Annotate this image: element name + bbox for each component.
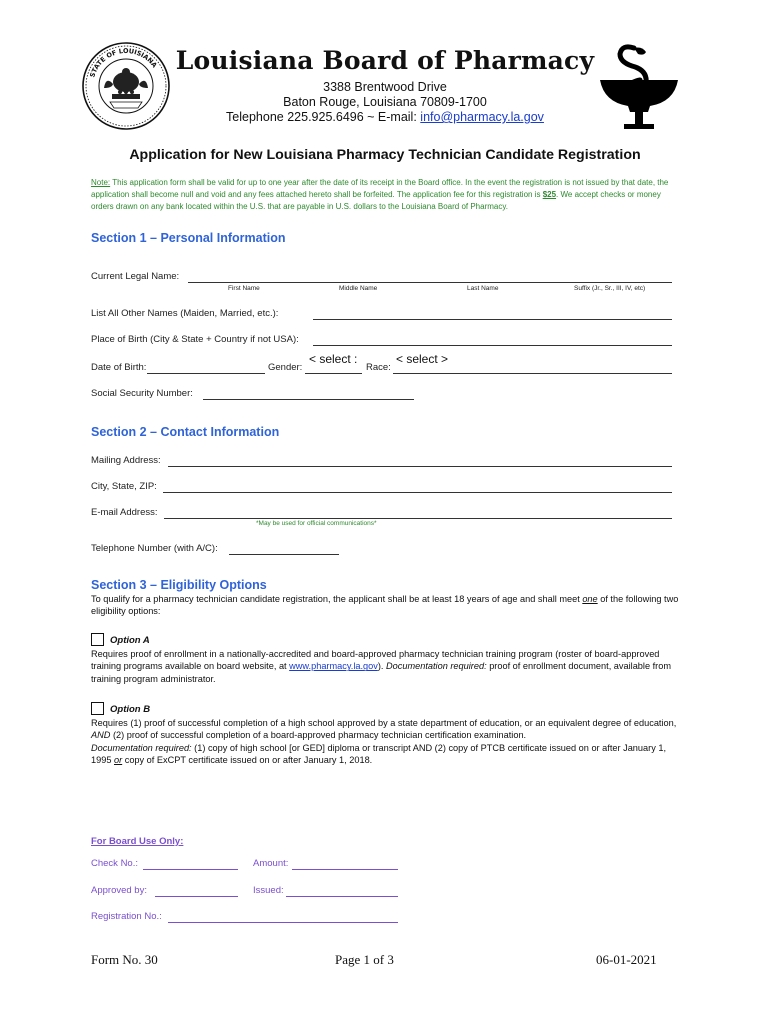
issued-wrap xyxy=(286,885,398,897)
intro-text-a: To qualify for a pharmacy technician candidate registration, the applicant shall be at least 18 years of age and shall meet xyxy=(91,594,583,604)
option-a-doc-label: Documentation required: xyxy=(386,661,487,672)
section1-heading: Section 1 – Personal Information xyxy=(91,231,286,245)
mailing-address-field[interactable] xyxy=(168,455,672,467)
svg-text:STATE OF LOUISIANA: STATE OF LOUISIANA xyxy=(88,46,159,79)
section2-heading: Section 2 – Contact Information xyxy=(91,425,280,439)
eligibility-intro xyxy=(91,593,681,618)
race-label: Race: xyxy=(366,362,391,373)
other-names-field[interactable] xyxy=(313,308,672,320)
option-b-checkbox[interactable] xyxy=(91,702,104,715)
birth-place-label: Place of Birth (City & State + Country if not USA): xyxy=(91,334,299,345)
bowl-of-hygieia-logo xyxy=(594,40,684,130)
legal-name-field[interactable] xyxy=(188,271,672,283)
ssn-label: Social Security Number: xyxy=(91,388,193,399)
middle-name-caption: Middle Name xyxy=(339,285,378,292)
other-names-label: List All Other Names (Maiden, Married, etc.): xyxy=(91,308,279,319)
city-state-zip-field[interactable] xyxy=(163,481,672,493)
form-number: Form No. 30 xyxy=(91,952,158,967)
option-a-checkbox[interactable] xyxy=(91,633,104,646)
contact-line xyxy=(170,110,600,124)
dob-label: Date of Birth: xyxy=(91,362,147,373)
address-street: 3388 Brentwood Drive xyxy=(323,80,447,94)
registration-no-wrap xyxy=(168,911,398,923)
option-b-or: or xyxy=(114,755,123,766)
option-a-label: Option A xyxy=(110,635,150,646)
option-a-text-3: proof of enrollment document, available from training program administrator. xyxy=(91,661,671,684)
page-number: Page 1 of 3 xyxy=(335,952,394,967)
intro-text-b: of the following two eligibility options: xyxy=(91,594,679,617)
dob-field[interactable] xyxy=(147,362,265,374)
approved-by-field[interactable] xyxy=(155,885,238,897)
amount-label: Amount: xyxy=(253,858,289,869)
suffix-caption: Suffix (Jr., Sr., III, IV, etc) xyxy=(574,285,646,292)
option-b-text-2: (2) proof of successful completion of a board-approved pharmacy technician certification examination. xyxy=(110,730,527,741)
issued-field[interactable] xyxy=(286,885,398,897)
option-b-text-3: (1) copy of high school [or GED] diploma or transcript AND (2) copy of PTCB certificate issued on or after January 1, 1995 xyxy=(91,742,667,766)
check-no-field[interactable] xyxy=(143,858,238,870)
email-usage-note: *May be used for official communications* xyxy=(256,520,377,527)
issued-label: Issued: xyxy=(253,885,284,896)
option-b-doc-label: Documentation required: xyxy=(91,742,192,753)
amount-field[interactable] xyxy=(292,858,398,870)
gender-select[interactable]: < select : xyxy=(309,352,358,366)
legal-name-label: Current Legal Name: xyxy=(91,271,180,282)
telephone-label: Telephone Number (with A/C): xyxy=(91,543,218,554)
race-select[interactable]: < select > xyxy=(396,352,449,366)
option-a-text-2: ). xyxy=(377,661,387,672)
application-note xyxy=(91,177,683,213)
board-use-heading: For Board Use Only: xyxy=(91,836,184,847)
state-seal-logo xyxy=(82,42,170,130)
option-b-and: AND xyxy=(91,730,111,741)
organization-name: Louisiana Board of Pharmacy xyxy=(175,46,595,75)
address-city: Baton Rouge, Louisiana 70809-1700 xyxy=(283,95,487,109)
section3-heading: Section 3 – Eligibility Options xyxy=(91,578,267,592)
fee-amount: $25 xyxy=(542,190,557,199)
note-text: This application form shall be valid for up to one year after the date of its receipt in the Board office. In the event the registration is not issued by that date, the application shall become null and void and any fees attached hereto shall be forfeited. The application fee for this registration is xyxy=(91,178,669,199)
email-address-label: E-mail Address: xyxy=(91,507,158,518)
note-label: Note: xyxy=(91,178,111,187)
amount-wrap xyxy=(292,858,398,870)
check-no-wrap xyxy=(143,858,238,870)
mailing-address-label: Mailing Address: xyxy=(91,455,161,466)
option-a-text-1: Requires proof of enrollment in a nationally-accredited and board-approved pharmacy technician training program (roster of board-approved training programs available on board website, at xyxy=(91,649,660,672)
approved-by-wrap xyxy=(155,885,238,897)
email-address-field[interactable] xyxy=(164,507,672,519)
note-text-2: . We accept checks or money orders drawn on any bank located within the U.S. that are payable in U.S. dollars to the Louisiana Board of Pharmacy. xyxy=(91,190,661,211)
city-state-zip-label: City, State, ZIP: xyxy=(91,481,157,492)
ssn-field[interactable] xyxy=(203,388,414,400)
check-no-label: Check No.: xyxy=(91,858,138,869)
birth-place-field[interactable] xyxy=(313,334,672,346)
last-name-caption: Last Name xyxy=(467,285,499,292)
option-b-description xyxy=(91,717,681,767)
approved-by-label: Approved by: xyxy=(91,885,147,896)
intro-one: one xyxy=(582,594,598,604)
board-website-link[interactable]: www.pharmacy.la.gov xyxy=(289,661,378,672)
option-b-text-1: Requires (1) proof of successful completion of a high school approved by a state department of education, or an equivalent degree of education, xyxy=(91,718,677,728)
email-link[interactable]: info@pharmacy.la.gov xyxy=(420,110,544,124)
telephone-field[interactable] xyxy=(229,543,339,555)
form-date: 06-01-2021 xyxy=(596,952,657,967)
form-title: Application for New Louisiana Pharmacy Technician Candidate Registration xyxy=(129,147,641,163)
gender-label: Gender: xyxy=(268,362,303,373)
option-b-text-4: copy of ExCPT certificate issued on or after January 1, 2018. xyxy=(122,755,373,766)
registration-no-field[interactable] xyxy=(168,911,398,923)
option-b-label: Option B xyxy=(110,704,151,715)
registration-no-label: Registration No.: xyxy=(91,911,162,922)
first-name-caption: First Name xyxy=(228,285,260,292)
telephone-text: Telephone 225.925.6496 ~ E-mail: xyxy=(226,110,421,124)
option-a-description xyxy=(91,648,681,685)
